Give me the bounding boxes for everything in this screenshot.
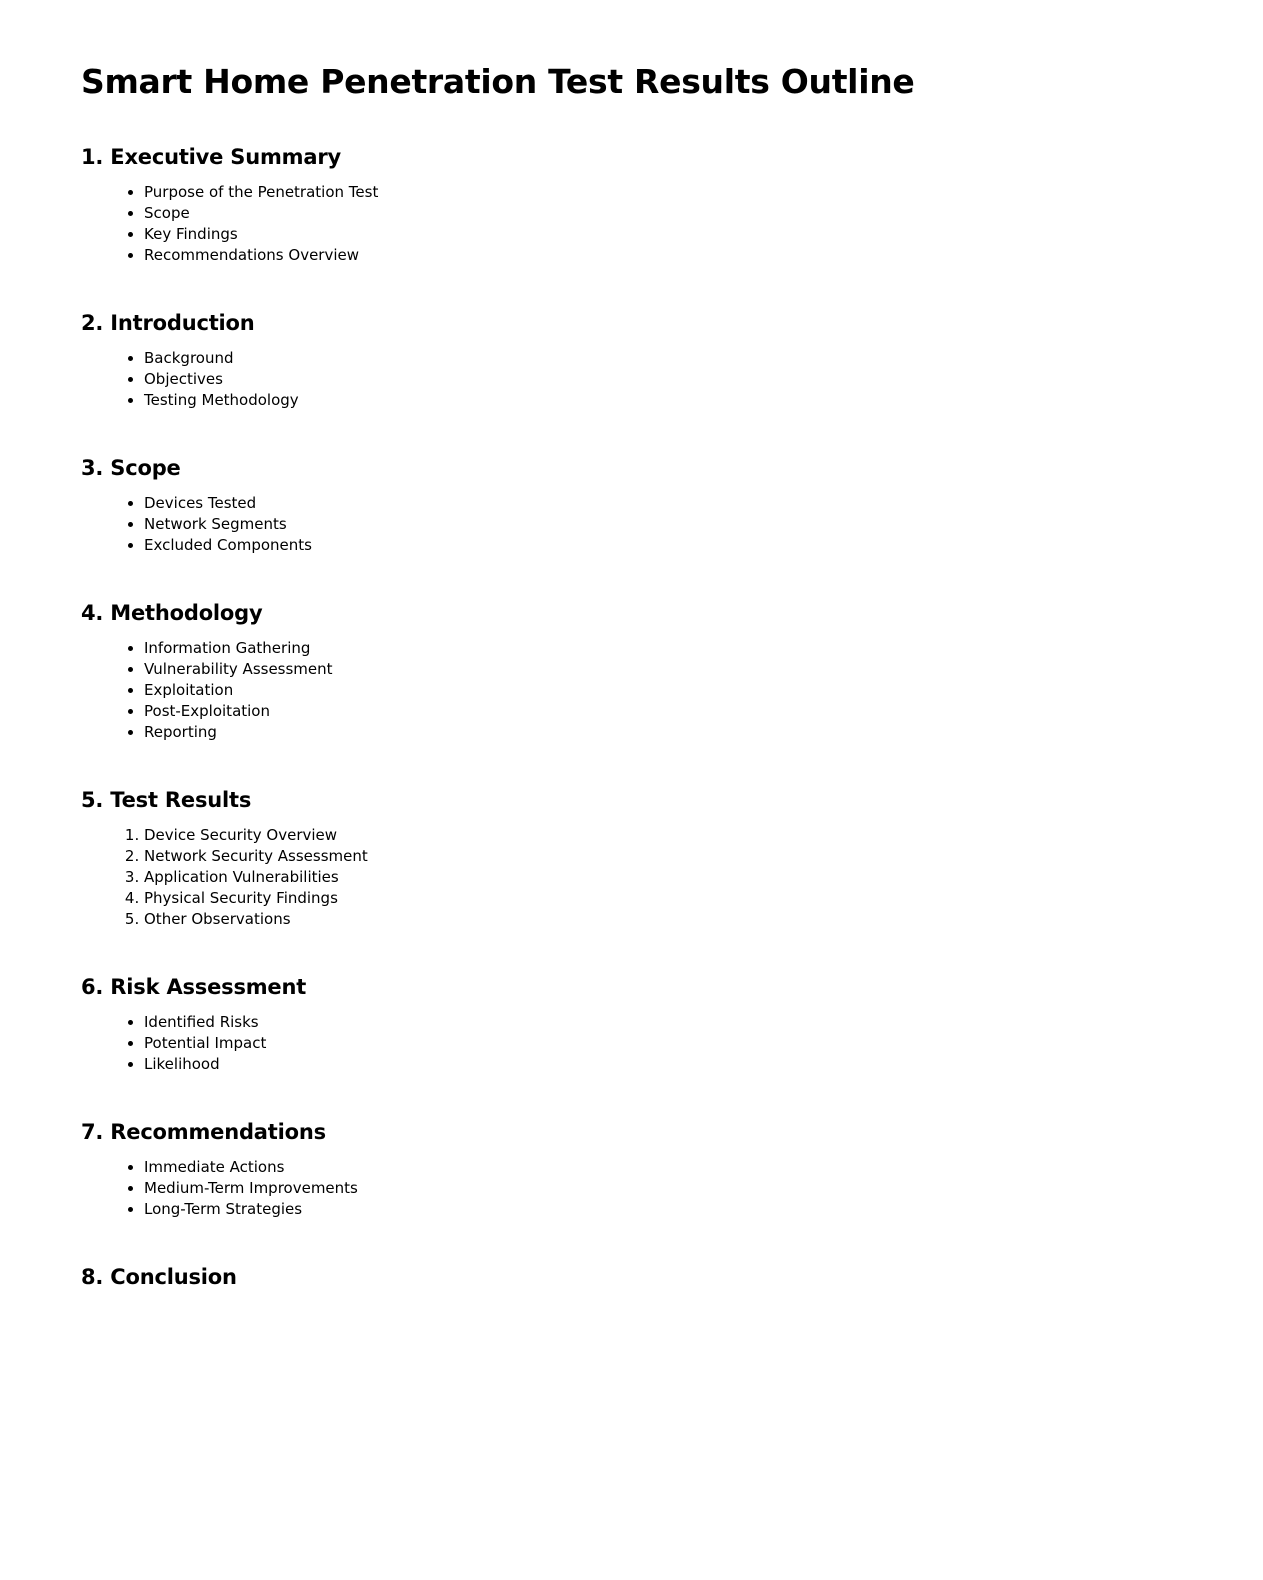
list-item: • Immediate Actions: [144, 1157, 1263, 1178]
list-item: 5. Other Observations: [144, 909, 1263, 930]
list-item: • Information Gathering: [144, 638, 1263, 659]
list-item: • Medium-Term Improvements: [144, 1178, 1263, 1199]
list-item: • Reporting: [144, 722, 1263, 743]
list-item: • Purpose of the Penetration Test: [144, 182, 1263, 203]
section-executive-summary: [81, 142, 1263, 266]
page-title: Smart Home Penetration Test Results Outline: [81, 62, 915, 101]
section-heading: 4. Methodology: [81, 601, 263, 625]
section-heading: 8. Conclusion: [81, 1265, 237, 1289]
list-item: • Devices Tested: [144, 493, 1263, 514]
section-scope: [81, 453, 1263, 556]
section-heading: 7. Recommendations: [81, 1120, 326, 1144]
section-introduction: [81, 308, 1263, 411]
section-heading: 3. Scope: [81, 456, 181, 480]
section-recommendations: [81, 1117, 1263, 1220]
section-list: [81, 1157, 1263, 1220]
list-item: 3. Application Vulnerabilities: [144, 867, 1263, 888]
list-item: • Potential Impact: [144, 1033, 1263, 1054]
section-heading: 2. Introduction: [81, 311, 255, 335]
section-heading: 1. Executive Summary: [81, 145, 341, 169]
section-methodology: [81, 598, 1263, 743]
list-item: • Objectives: [144, 369, 1263, 390]
list-item: • Post-Exploitation: [144, 701, 1263, 722]
section-list: [81, 348, 1263, 411]
section-heading: 6. Risk Assessment: [81, 975, 307, 999]
list-item: • Background: [144, 348, 1263, 369]
section-list: [81, 638, 1263, 743]
list-item: • Key Findings: [144, 224, 1263, 245]
list-item: • Exploitation: [144, 680, 1263, 701]
list-item: • Long-Term Strategies: [144, 1199, 1263, 1220]
list-item: • Network Segments: [144, 514, 1263, 535]
section-test-results: [81, 785, 1263, 930]
section-heading: 5. Test Results: [81, 788, 252, 812]
section-risk-assessment: [81, 972, 1263, 1075]
list-item: • Excluded Components: [144, 535, 1263, 556]
section-list: [81, 493, 1263, 556]
list-item: • Testing Methodology: [144, 390, 1263, 411]
list-item: 4. Physical Security Findings: [144, 888, 1263, 909]
list-item: 2. Network Security Assessment: [144, 846, 1263, 867]
list-item: • Likelihood: [144, 1054, 1263, 1075]
list-item: • Scope: [144, 203, 1263, 224]
list-item: • Recommendations Overview: [144, 245, 1263, 266]
section-list: [81, 1012, 1263, 1075]
list-item: • Vulnerability Assessment: [144, 659, 1263, 680]
list-item: • Identified Risks: [144, 1012, 1263, 1033]
list-item: 1. Device Security Overview: [144, 825, 1263, 846]
section-conclusion: [81, 1262, 1263, 1292]
section-list: [81, 182, 1263, 266]
section-list: [81, 825, 1263, 930]
